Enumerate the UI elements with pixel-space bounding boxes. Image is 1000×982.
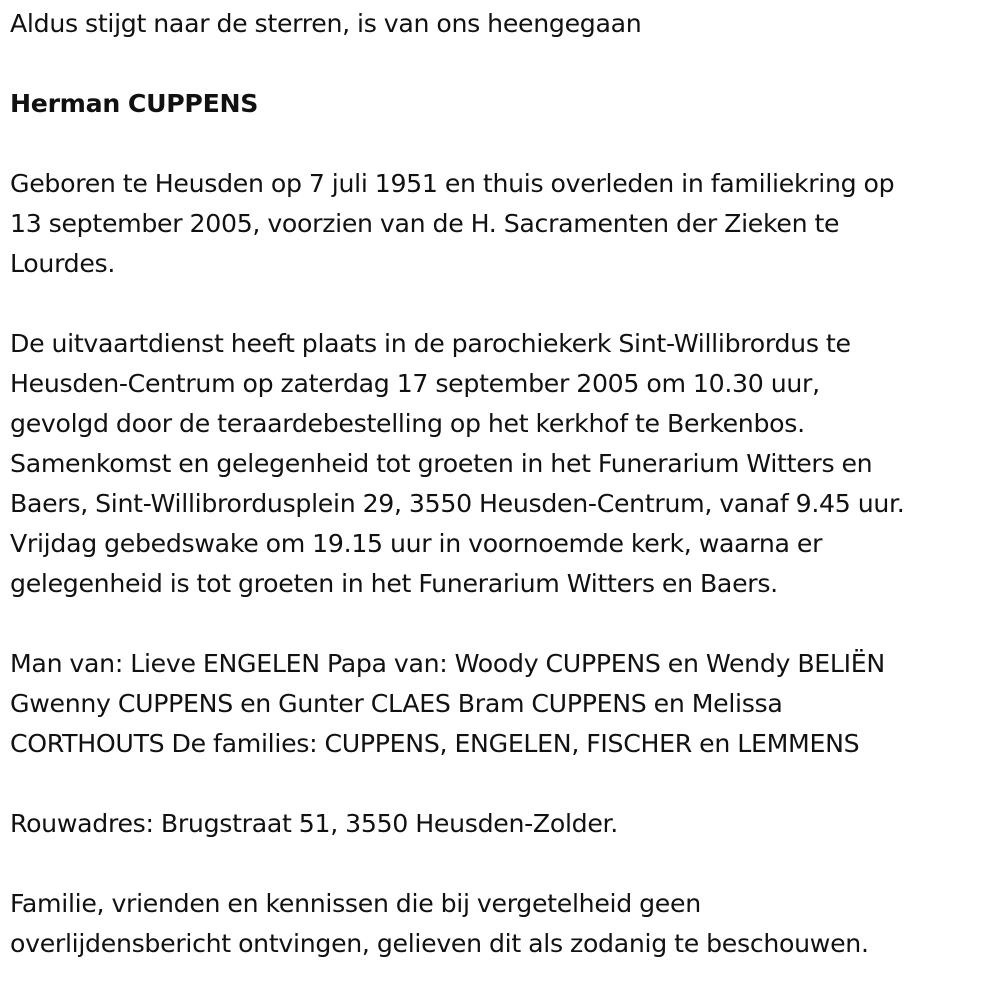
family-line: Man van: Lieve ENGELEN Papa van: Woody CUPPENS en Wendy BELIËN [10, 649, 885, 678]
deceased-name-text: Herman CUPPENS [10, 89, 259, 118]
birth-death-line: Geboren te Heusden op 7 juli 1951 en thuis overleden in familiekring op [10, 169, 895, 198]
mourning-address: Rouwadres: Brugstraat 51, 3550 Heusden-Zolder. [10, 809, 618, 838]
funeral-line: Baers, Sint-Willibrordusplein 29, 3550 Heusden-Centrum, vanaf 9.45 uur. [10, 489, 905, 518]
funeral-paragraph [10, 324, 995, 604]
birth-death-line: Lourdes. [10, 249, 116, 278]
funeral-line: Vrijdag gebedswake om 19.15 uur in voornoemde kerk, waarna er [10, 529, 823, 558]
funeral-line: Heusden-Centrum op zaterdag 17 september 2005 om 10.30 uur, [10, 369, 820, 398]
family-line: Gwenny CUPPENS en Gunter CLAES Bram CUPPENS en Melissa [10, 689, 783, 718]
family-paragraph [10, 644, 995, 764]
intro-line [10, 4, 995, 44]
birth-death-paragraph [10, 164, 995, 284]
closing-paragraph [10, 884, 995, 964]
funeral-line: De uitvaartdienst heeft plaats in de parochiekerk Sint-Willibrordus te [10, 329, 851, 358]
birth-death-line: 13 september 2005, voorzien van de H. Sacramenten der Zieken te [10, 209, 840, 238]
obituary-notice [10, 4, 995, 964]
closing-line: Familie, vrienden en kennissen die bij vergetelheid geen [10, 889, 701, 918]
deceased-name [10, 84, 995, 124]
funeral-line: gevolgd door de teraardebestelling op het kerkhof te Berkenbos. [10, 409, 805, 438]
family-line: CORTHOUTS De families: CUPPENS, ENGELEN, FISCHER en LEMMENS [10, 729, 860, 758]
funeral-line: gelegenheid is tot groeten in het Funerarium Witters en Baers. [10, 569, 778, 598]
address-paragraph [10, 804, 995, 844]
closing-line: overlijdensbericht ontvingen, gelieven dit als zodanig te beschouwen. [10, 929, 869, 958]
funeral-line: Samenkomst en gelegenheid tot groeten in het Funerarium Witters en [10, 449, 873, 478]
intro-text: Aldus stijgt naar de sterren, is van ons heengegaan [10, 9, 642, 38]
